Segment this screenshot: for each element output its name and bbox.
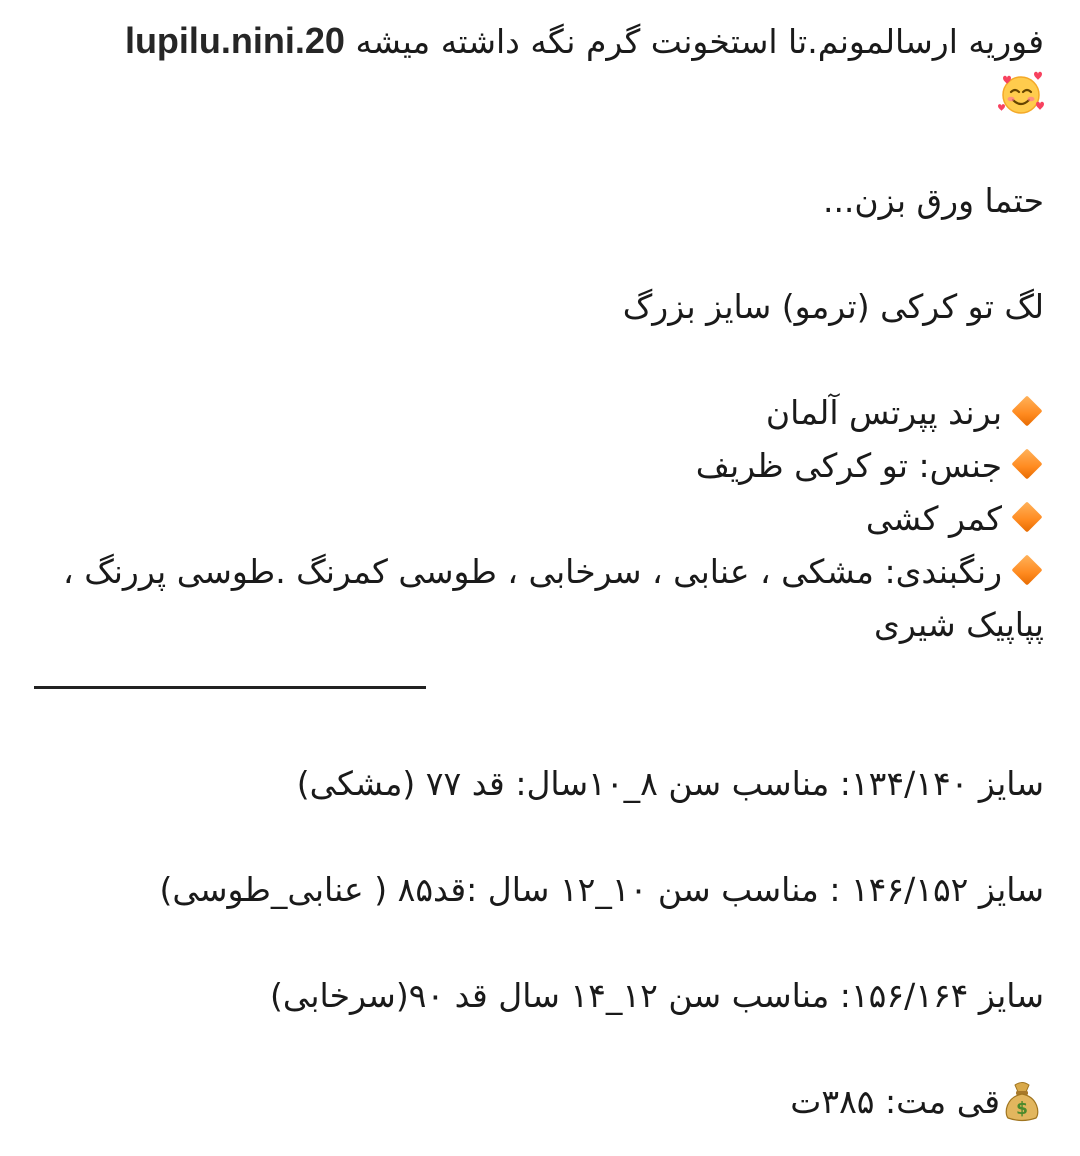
spacer — [34, 810, 1044, 863]
feature-text: کمر کشی — [865, 499, 1002, 538]
product-title: لگ تو کرکی (ترمو) سایز بزرگ — [622, 287, 1044, 326]
size-line: سایز ۱۵۶/۱۶۴: مناسب سن ۱۲_۱۴ سال قد ۹۰(سرخابی) — [269, 976, 1044, 1015]
spacer — [34, 1022, 1044, 1075]
feature-text: رنگبندی: مشکی ، عنابی ، سرخابی ، طوسی کمرنگ .طوسی پررنگ ، پپاپیک شیری — [63, 552, 1044, 644]
spacer — [34, 333, 1044, 386]
spacer — [34, 704, 1044, 757]
divider-bar — [34, 686, 426, 689]
money-bag-icon — [1000, 1079, 1044, 1123]
username-link[interactable]: lupilu.nini.20 — [124, 20, 345, 61]
post-caption — [34, 14, 1044, 1128]
small-orange-diamond-icon — [1011, 554, 1042, 585]
feature-text: برند پپرتس آلمان — [765, 393, 1002, 432]
small-orange-diamond-icon — [1011, 448, 1042, 479]
size-line: سایز ۱۳۴/۱۴۰: مناسب سن ۸_۱۰سال: قد ۷۷ (مشکی) — [296, 764, 1044, 803]
svg-text:$: $ — [1016, 1099, 1028, 1119]
feature-text: جنس: تو کرکی ظریف — [695, 446, 1002, 485]
spacer — [34, 121, 1044, 174]
size-line: سایز ۱۴۶/۱۵۲ : مناسب سن ۱۰_۱۲ سال :قد۸۵ ( عنابی_طوسی) — [159, 870, 1044, 909]
caption-emoji-line — [34, 68, 1044, 121]
feature-item — [34, 545, 1044, 651]
swipe-hint: حتما ورق بزن... — [822, 181, 1044, 220]
smiling-face-with-hearts-icon — [998, 70, 1044, 116]
divider — [34, 651, 1044, 704]
spacer — [34, 916, 1044, 969]
feature-item — [34, 439, 1044, 492]
small-orange-diamond-icon — [1011, 501, 1042, 532]
feature-item — [34, 386, 1044, 439]
feature-item — [34, 492, 1044, 545]
small-orange-diamond-icon — [1011, 395, 1042, 426]
caption-first-line — [34, 14, 1044, 68]
price-text: قی مت: ۳۸۵ت — [790, 1082, 1000, 1121]
price-line — [34, 1075, 1044, 1128]
intro-text: فوریه ارسالمونم.تا استخونت گرم نگه داشته میشه — [355, 22, 1044, 61]
spacer — [34, 227, 1044, 280]
